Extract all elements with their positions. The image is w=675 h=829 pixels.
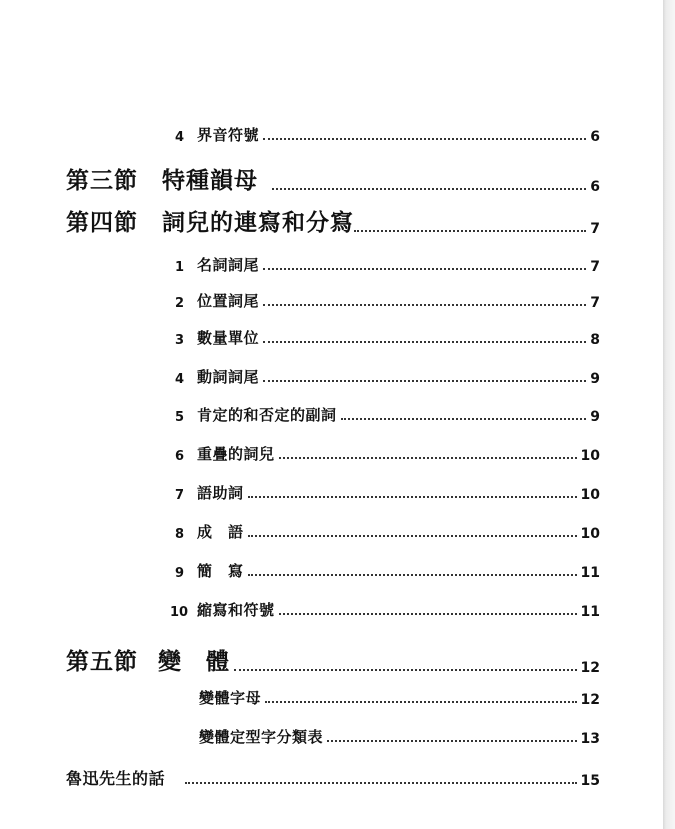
entry-number: 10 [170,605,189,620]
entry-page: 15 [580,773,600,789]
entry-page: 6 [590,179,600,195]
entry-number: 3 [175,333,185,348]
toc-entry[interactable] [170,599,600,620]
entry-title: 簡 寫 [197,562,244,580]
entry-page: 7 [590,259,600,275]
entry-number: 2 [175,296,185,311]
entry-number: 9 [175,566,185,581]
dot-leader [354,230,586,232]
entry-page: 13 [580,731,600,747]
dot-leader [263,268,586,270]
toc-entry[interactable] [175,443,600,464]
dot-leader [248,496,577,498]
entry-number: 4 [175,130,185,145]
entry-title: 變體定型字分類表 [199,728,324,746]
section-title: 特種韻母 [162,167,258,194]
entry-title: 語助詞 [197,484,244,502]
dot-leader [279,457,577,459]
toc-section-entry[interactable] [66,162,600,195]
entry-title: 界音符號 [197,126,260,144]
entry-title: 名詞詞尾 [197,256,260,274]
toc-section-entry[interactable] [66,204,600,237]
entry-page: 9 [590,409,600,425]
entry-page: 10 [580,487,600,503]
dot-leader [341,418,587,420]
entry-title: 縮寫和符號 [197,601,275,619]
section-label: 第三節 [66,167,138,194]
dot-leader [263,341,586,343]
dot-leader [327,740,577,742]
entry-title: 成 語 [197,523,244,541]
entry-page: 11 [580,604,600,620]
entry-number: 6 [175,449,185,464]
entry-title: 動詞詞尾 [197,368,260,386]
toc-entry[interactable] [175,482,600,503]
entry-number: 1 [175,260,185,275]
entry-page: 10 [580,526,600,542]
dot-leader [265,701,577,703]
dot-leader [263,138,586,140]
entry-page: 9 [590,371,600,387]
entry-title: 肯定的和否定的副詞 [197,406,337,424]
entry-title: 重疊的詞兒 [197,445,275,463]
dot-leader [279,613,577,615]
entry-number: 4 [175,372,185,387]
toc-entry[interactable] [175,560,600,581]
entry-page: 12 [580,660,600,676]
dot-leader [263,304,586,306]
entry-number: 7 [175,488,185,503]
entry-page: 10 [580,448,600,464]
section-label: 第五節 [66,648,138,675]
toc-entry[interactable] [175,124,600,145]
entry-title: 位置詞尾 [197,292,260,310]
dot-leader [185,782,577,784]
entry-number: 5 [175,410,185,425]
dot-leader [234,669,577,671]
toc-entry[interactable] [66,766,600,789]
entry-page: 7 [590,221,600,237]
toc-entry[interactable] [175,366,600,387]
entry-page: 11 [580,565,600,581]
toc-entry[interactable] [175,327,600,348]
toc-entry[interactable] [175,290,600,311]
entry-page: 12 [580,692,600,708]
entry-title: 變體字母 [199,689,262,707]
toc-section-entry[interactable] [66,643,600,676]
dot-leader [248,574,577,576]
section-label: 第四節 [66,209,138,236]
section-title: 詞兒的連寫和分寫 [162,209,354,236]
entry-title: 魯迅先生的話 [66,769,166,788]
entry-page: 8 [590,332,600,348]
toc-entry[interactable] [199,726,600,747]
toc-entry[interactable] [175,521,600,542]
entry-title: 數量單位 [197,329,260,347]
toc-entry[interactable] [199,687,600,708]
section-title: 變 體 [158,648,230,675]
dot-leader [248,535,577,537]
toc-entry[interactable] [175,254,600,275]
dot-leader [272,188,586,190]
entry-page: 7 [590,295,600,311]
entry-page: 6 [590,129,600,145]
toc-entry[interactable] [175,404,600,425]
entry-number: 8 [175,527,185,542]
dot-leader [263,380,586,382]
